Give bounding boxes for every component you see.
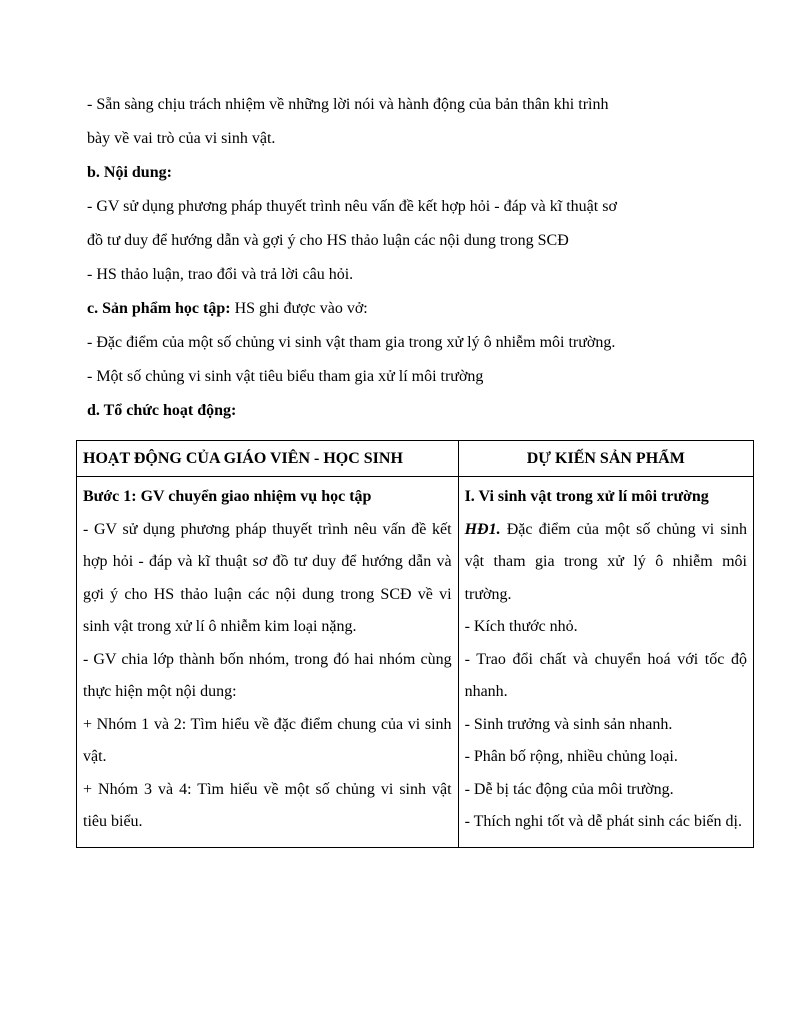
table-row xyxy=(77,477,754,848)
step-title-text: Bước 1: GV chuyển giao nhiệm vụ học tập xyxy=(83,488,372,505)
list-item: - Phân bố rộng, nhiều chủng loại. xyxy=(464,748,678,765)
san-pham-line xyxy=(87,292,727,326)
san-pham-text: HS ghi được vào vở: xyxy=(230,300,368,317)
section-title xyxy=(465,481,747,514)
to-chuc-heading-text: d. Tổ chức hoạt động: xyxy=(87,402,237,419)
header-expected-product: DỰ KIẾN SẢN PHẨM xyxy=(458,441,753,477)
table-header-row xyxy=(77,441,754,477)
hd1-paragraph xyxy=(465,514,747,612)
list-item: - Kích thước nhỏ. xyxy=(464,618,578,635)
document-body xyxy=(87,88,727,428)
header-teacher-student: HOẠT ĐỘNG CỦA GIÁO VIÊN - HỌC SINH xyxy=(77,441,459,477)
left-paragraph-1: - GV sử dụng phương pháp thuyết trình nêu vấn đề kết hợp hỏi - đáp và kĩ thuật sơ đồ tư duy để hướng dẫn và gợi ý cho HS thảo luận các nội dung trong SCĐ về vi sinh vật trong xử lí ô nhiễm kim loại nặng. xyxy=(83,520,452,635)
section-title-text: I. Vi sinh vật trong xử lí môi trường xyxy=(464,488,709,505)
hd1-text: Đặc điểm của một số chủng vi sinh vật tham gia trong xử lý ô nhiễm môi trường. xyxy=(464,520,747,603)
list-item: - Sinh trưởng và sinh sản nhanh. xyxy=(464,715,673,733)
right-cell xyxy=(458,477,753,848)
left-paragraph-2: - GV chia lớp thành bốn nhóm, trong đó hai nhóm cùng thực hiện một nội dung: xyxy=(83,650,452,700)
activity-table xyxy=(76,440,754,848)
noi-dung-line-2: - HS thảo luận, trao đổi và trả lời câu hỏi. xyxy=(87,266,354,283)
san-pham-heading: c. Sản phẩm học tập: xyxy=(87,300,231,317)
noi-dung-heading-text: b. Nội dung: xyxy=(87,164,172,181)
list-item: - Dễ bị tác động của môi trường. xyxy=(464,780,674,798)
list-item: - Thích nghi tốt và dễ phát sinh các biến dị. xyxy=(464,813,742,830)
noi-dung-line-1a: - GV sử dụng phương pháp thuyết trình nêu vấn đề kết hợp hỏi - đáp và kĩ thuật sơ xyxy=(87,198,617,215)
to-chuc-heading xyxy=(87,394,727,428)
step-title xyxy=(83,481,452,514)
intro-line-1: - Sẵn sàng chịu trách nhiệm về những lời nói và hành động của bản thân khi trình xyxy=(87,96,609,113)
noi-dung-line-1b: đồ tư duy để hướng dẫn và gợi ý cho HS thảo luận các nội dung trong SCĐ xyxy=(87,232,569,249)
left-paragraph-4: + Nhóm 3 và 4: Tìm hiểu về một số chủng vi sinh vật tiêu biểu. xyxy=(83,780,452,830)
intro-line-2: bày về vai trò của vi sinh vật. xyxy=(87,130,276,147)
noi-dung-heading xyxy=(87,156,727,190)
san-pham-item-1: - Đặc điểm của một số chủng vi sinh vật tham gia trong xử lý ô nhiễm môi trường. xyxy=(87,334,616,351)
hd1-label: HĐ1. xyxy=(464,520,501,538)
left-paragraph-3: + Nhóm 1 và 2: Tìm hiểu về đặc điểm chung của vi sinh vật. xyxy=(83,715,452,765)
san-pham-item-2: - Một số chủng vi sinh vật tiêu biểu tham gia xử lí môi trường xyxy=(87,368,484,385)
list-item: - Trao đổi chất và chuyển hoá với tốc độ nhanh. xyxy=(464,650,747,700)
left-cell xyxy=(77,477,459,848)
